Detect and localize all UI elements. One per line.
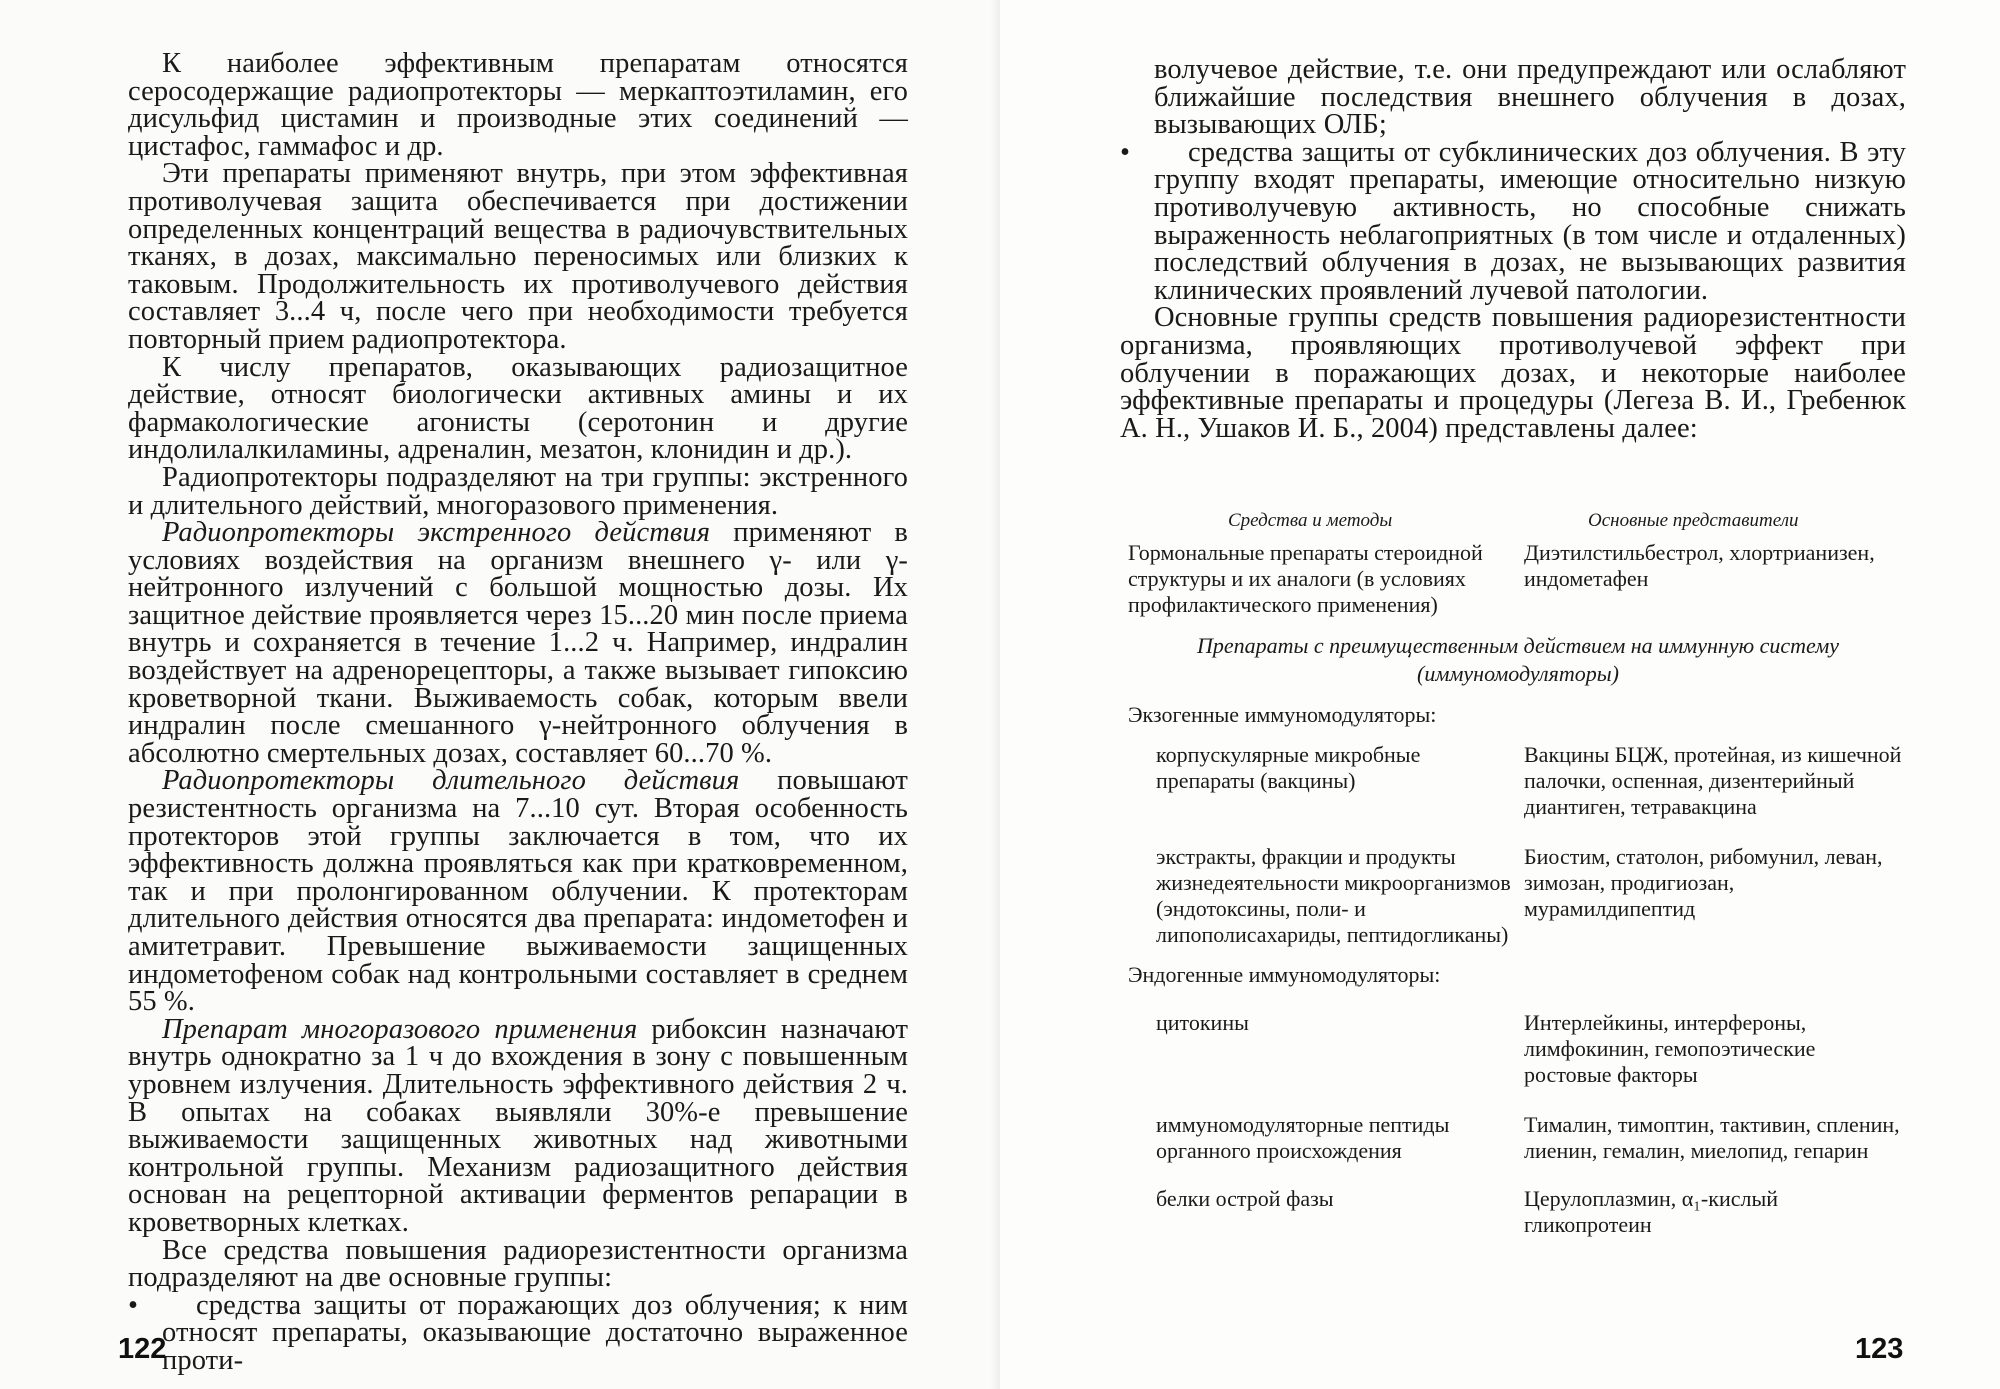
- paragraph: Радиопротекторы подразделяют на три группы: экстренного и длительного действий, многоразового применения.: [128, 461, 908, 521]
- table-header-col1: Средства и методы: [1228, 510, 1393, 531]
- italic-term: Радиопротекторы экстренного действия: [162, 517, 711, 549]
- italic-term: Радиопротекторы длительного действия: [162, 765, 740, 797]
- paragraph: [128, 1013, 908, 1238]
- table-row: [1128, 742, 1908, 820]
- table-cell: корпускулярные микробные препараты (вакцины): [1156, 742, 1421, 793]
- right-text-column: [1120, 56, 1906, 442]
- continuation-text: волучевое действие, т.е. они предупреждают или ослабляют ближайшие последствия внешнего облучения в дозах, вызывающих ОЛБ;: [1154, 54, 1906, 141]
- italic-term: Препарат многоразового применения: [162, 1013, 638, 1045]
- table-cell: цитокины: [1156, 1010, 1249, 1035]
- left-text-column: [128, 50, 908, 1375]
- table-header-col2: Основные представители: [1588, 510, 1799, 531]
- paragraph: [128, 765, 908, 1018]
- table-row: [1128, 844, 1908, 948]
- table-cell: белки острой фазы: [1156, 1186, 1334, 1211]
- table-row: [1128, 540, 1908, 618]
- bullet-icon: •: [128, 1289, 139, 1321]
- table-cell: Гормональные препараты стероидной структуры и их аналоги (в условиях профилактического применения): [1128, 540, 1483, 617]
- page-number: 123: [1855, 1333, 1904, 1365]
- paragraph: Все средства повышения радиорезистентности организма подразделяют на две основные группы:: [128, 1234, 908, 1294]
- table-cell: Церулоплазмин, α₁-кислый гликопротеин: [1524, 1186, 1779, 1237]
- table-row: [1128, 1112, 1908, 1164]
- table-subgroup-title: Экзогенные иммуномодуляторы:: [1128, 702, 1437, 727]
- table-row: [1128, 1186, 1908, 1238]
- bullet-item: [128, 1289, 908, 1376]
- table-group-title: Препараты с преимущественным действием на иммунную систему (иммуномодуляторы): [1196, 633, 1840, 686]
- table-cell: Интерлейкины, интерфероны, лимфокинин, гемопоэтические ростовые факторы: [1524, 1010, 1816, 1087]
- table-cell: Биостим, статолон, рибомунил, леван, зимозан, продигиозан, мурамилдипептид: [1524, 844, 1883, 921]
- table-cell: экстракты, фракции и продукты жизнедеятельности микроорганизмов (эндотоксины, поли- и липополисахариды, пептидогликаны): [1156, 844, 1511, 947]
- table-header: [1128, 508, 1908, 540]
- paragraph-text: применяют в условиях воздействия на организм внешнего γ- или γ-нейтронного излучений с большой мощностью дозы. Их защитное действие проявляется через 15...20 мин после приема внутрь и сохраняется в течение 1...2 ч. Например, индралин воздействует на адренорецепторы, а также вызывает гипоксию кроветворной ткани. Выживаемость собак, которым ввели индралин после смешанного γ-нейтронного облучения в абсолютно смертельных дозах, составляет 60...70 %.: [128, 517, 908, 769]
- paragraph: [128, 519, 908, 767]
- bullet-text: средства защиты от поражающих доз облучения; к ним относят препараты, оказывающие достаточно выраженное проти-: [162, 1289, 908, 1376]
- paragraph: К числу препаратов, оказывающих радиозащитное действие, относят биологически активных амины и их фармакологические агонисты (серотонин и другие индолилалкиламины, адреналин, мезатон, клонидин и др.).: [128, 351, 908, 466]
- methods-table: [1128, 508, 1908, 1238]
- table-subgroup-title: Эндогенные иммуномодуляторы:: [1128, 962, 1441, 987]
- paragraph-text: повышают резистентность организма на 7...10 сут. Вторая особенность протекторов этой группы заключается в том, что их эффективность должна проявляться как при кратковременном, так и при пролонгированном облучении. К протекторам длительного действия относятся два препарата: индометофен и амитетравит. Превышение выживаемости защищенных индометофеном собак над контрольными составляет в среднем 55 %.: [128, 765, 908, 1018]
- page-number: 122: [118, 1333, 167, 1365]
- paragraph: Основные группы средств повышения радиорезистентности организма, проявляющих противолучевой эффект при облучении в поражающих дозах, и некоторые наиболее эффективные препараты и процедуры (Легеза В. И., Гребенюк А. Н., Ушаков И. Б., 2004) представлены далее:: [1120, 302, 1906, 444]
- table-cell: иммуномодуляторные пептиды органного происхождения: [1156, 1112, 1450, 1163]
- paragraph: Эти препараты применяют внутрь, при этом эффективная противолучевая защита обеспечивается при достижении определенных концентраций вещества в радиочувствительных тканях, в дозах, максимально переносимых или близких к таковым. Продолжительность их противолучевого действия составляет 3...4 ч, после чего при необходимости требуется повторный прием радиопротектора.: [128, 158, 908, 355]
- bullet-text: средства защиты от субклинических доз облучения. В эту группу входят препараты, имеющие относительно низкую противолучевую активность, но способные снижать выраженность неблагоприятных (в том числе и отдаленных) последствий облучения в дозах, не вызывающих развития клинических проявлений лучевой патологии.: [1154, 136, 1906, 306]
- table-cell: Вакцины БЦЖ, протейная, из кишечной палочки, оспенная, дизентерийный диантиген, тетравакцина: [1524, 742, 1902, 819]
- table-row: [1128, 1010, 1908, 1088]
- paragraph: К наиболее эффективным препаратам относятся серосодержащие радиопротекторы — меркаптоэтиламин, его дисульфид цистамин и производные этих соединений — цистафос, гаммафос и др.: [128, 48, 908, 162]
- bullet-icon: •: [1120, 136, 1131, 168]
- paragraph-text: рибоксин назначают внутрь однократно за 1 ч до вхождения в зону с повышенным уровнем излучения. Длительность эффективного действия 2 ч. В опытах на собаках выявляли 30%-е превышение выживаемости защищенных животных над животными контрольной группы. Механизм радиозащитного действия основан на рецепторной активации ферментов репарации в кроветворных клетках.: [128, 1013, 908, 1238]
- bullet-item: [1120, 136, 1906, 306]
- table-cell: Тималин, тимоптин, тактивин, спленин, лиенин, гемалин, миелопид, гепарин: [1524, 1112, 1900, 1163]
- table-cell: Диэтилстильбестрол, хлортрианизен, индометафен: [1524, 540, 1875, 591]
